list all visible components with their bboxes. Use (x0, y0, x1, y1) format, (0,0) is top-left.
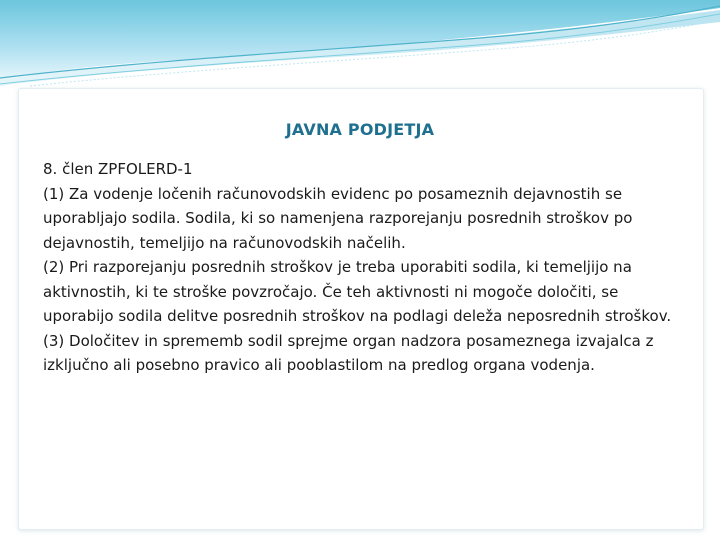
header-wave-decoration (0, 0, 720, 90)
article-heading: 8. člen ZPFOLERD-1 (43, 160, 193, 178)
slide-title: JAVNA PODJETJA (285, 120, 435, 139)
paragraph-3: (3) Določitev in sprememb sodil sprejme organ nadzora posameznega izvajalca z izključno ali posebno pravico ali pooblastilom na predlog organa vodenja. (43, 331, 654, 374)
paragraph-2: (2) Pri razporejanju posrednih stroškov je treba uporabiti sodila, ki temeljijo na aktivnostih, ki te stroške povzročajo. Če teh aktivnosti ni mogoče določiti, se uporabijo sodila delitve posrednih stroškov na podlagi deleža neposrednih stroškov. (43, 258, 672, 325)
slide-body (43, 157, 683, 378)
paragraph-1: (1) Za vodenje ločenih računovodskih evidenc po posameznih dejavnostih se uporabljajo sodila. Sodila, ki so namenjena razporejanju posrednih stroškov po dejavnostih, temeljijo na računovodskih načelih. (43, 184, 633, 252)
